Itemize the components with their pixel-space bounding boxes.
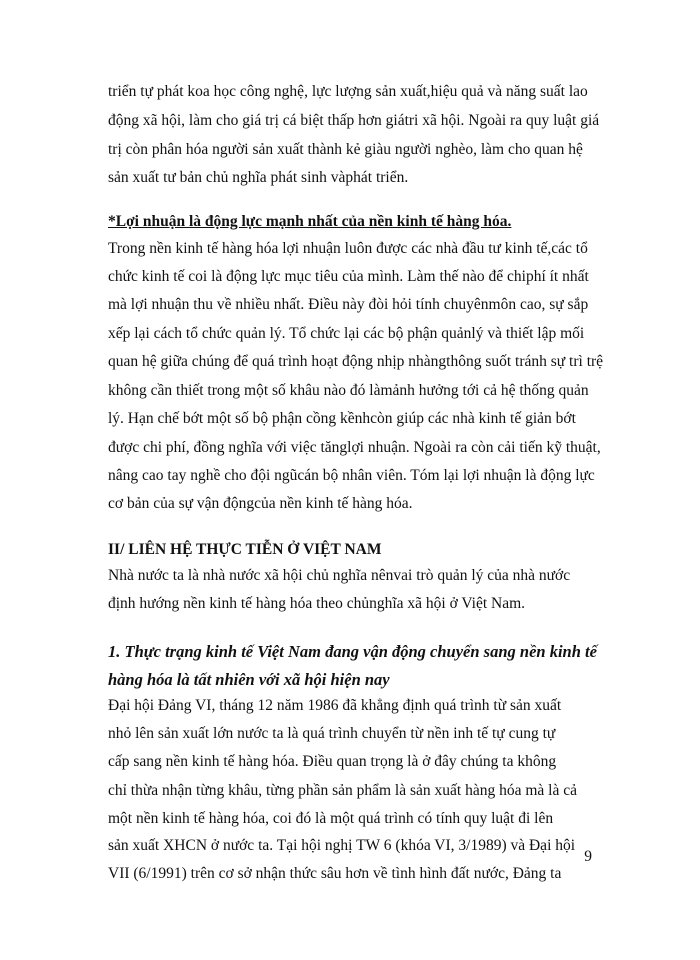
page-number: 9: [584, 848, 592, 865]
paragraph-line: triển tự phát koa học công nghệ, lực lượng sản xuất,hiệu quả và năng suất lao: [108, 83, 588, 100]
paragraph-line: được chi phí, đồng nghĩa với việc tănglợi nhuận. Ngoài ra còn cải tiến kỹ thuật,: [108, 439, 601, 456]
paragraph-line: định hướng nền kinh tế hàng hóa theo chủnghĩa xã hội ở Việt Nam.: [108, 595, 526, 612]
subsection-heading: hàng hóa là tất nhiên với xã hội hiện nay: [108, 670, 390, 689]
paragraph-line: trị còn phân hóa người sản xuất thành kẻ giàu người nghèo, làm cho quan hệ: [108, 141, 583, 158]
paragraph-line: nâng cao tay nghề cho đội ngũcán bộ nhân viên. Tóm lại lợi nhuận là động lực: [108, 467, 595, 484]
section-heading-profit: *Lợi nhuận là động lực mạnh nhất của nền kinh tế hàng hóa.: [108, 213, 512, 230]
paragraph-line: nhỏ lên sản xuất lớn nước ta là quá trình chuyển từ nền inh tế tự cung tự: [108, 725, 556, 742]
paragraph-line: xếp lại cách tổ chức quản lý. Tổ chức lại các bộ phận quảnlý và thiết lập mối: [108, 325, 585, 342]
paragraph-line: sản xuất tư bản chủ nghĩa phát sinh vàphát triển.: [108, 169, 409, 186]
paragraph-line: chức kinh tế coi là động lực mục tiêu của mình. Làm thế nào để chiphí ít nhất: [108, 268, 589, 285]
paragraph-line: một nền kinh tế hàng hóa, coi đó là một quá trình có tính quy luật đi lên: [108, 810, 554, 827]
paragraph-line: quan hệ giữa chúng để quá trình hoạt động nhịp nhàngthông suốt tránh sự trì trệ: [108, 353, 604, 370]
paragraph-line: Nhà nước ta là nhà nước xã hội chủ nghĩa nênvai trò quản lý của nhà nước: [108, 567, 571, 584]
paragraph-line: cấp sang nền kinh tế hàng hóa. Điều quan trọng là ở đây chúng ta không: [108, 753, 557, 770]
paragraph-line: lý. Hạn chế bớt một số bộ phận cồng kềnhcòn giúp các nhà kinh tế giản bớt: [108, 410, 576, 427]
subsection-heading: 1. Thực trạng kinh tế Việt Nam đang vận động chuyển sang nền kinh tế: [108, 642, 597, 661]
paragraph-line: mà lợi nhuận thu về nhiều nhất. Điều này đòi hỏi tính chuyênmôn cao, sự sắp: [108, 296, 589, 313]
paragraph-line: cơ bản của sự vận độngcủa nền kinh tế hàng hóa.: [108, 495, 413, 512]
paragraph-line: động xã hội, làm cho giá trị cá biệt thấp hơn giátri xã hội. Ngoài ra quy luật giá: [108, 112, 600, 129]
paragraph-line: VII (6/1991) trên cơ sở nhận thức sâu hơn về tình hình đất nước, Đảng ta: [108, 865, 562, 882]
paragraph-line: Trong nền kinh tế hàng hóa lợi nhuận luôn được các nhà đầu tư kinh tế,các tổ: [108, 240, 588, 257]
paragraph-line: chỉ thừa nhận từng khâu, từng phần sản phẩm là sản xuất hàng hóa mà là cả: [108, 782, 577, 799]
paragraph-line: không cần thiết trong một số khâu nào đó làmảnh hưởng tới cả hệ thống quản: [108, 382, 589, 399]
paragraph-line: sản xuất XHCN ở nước ta. Tại hội nghị TW 6 (khóa VI, 3/1989) và Đại hội: [108, 837, 576, 854]
section-heading-vietnam: II/ LIÊN HỆ THỰC TIỄN Ở VIỆT NAM: [108, 541, 382, 558]
paragraph-line: Đại hội Đảng VI, tháng 12 năm 1986 đã khẳng định quá trình từ sản xuất: [108, 697, 562, 714]
